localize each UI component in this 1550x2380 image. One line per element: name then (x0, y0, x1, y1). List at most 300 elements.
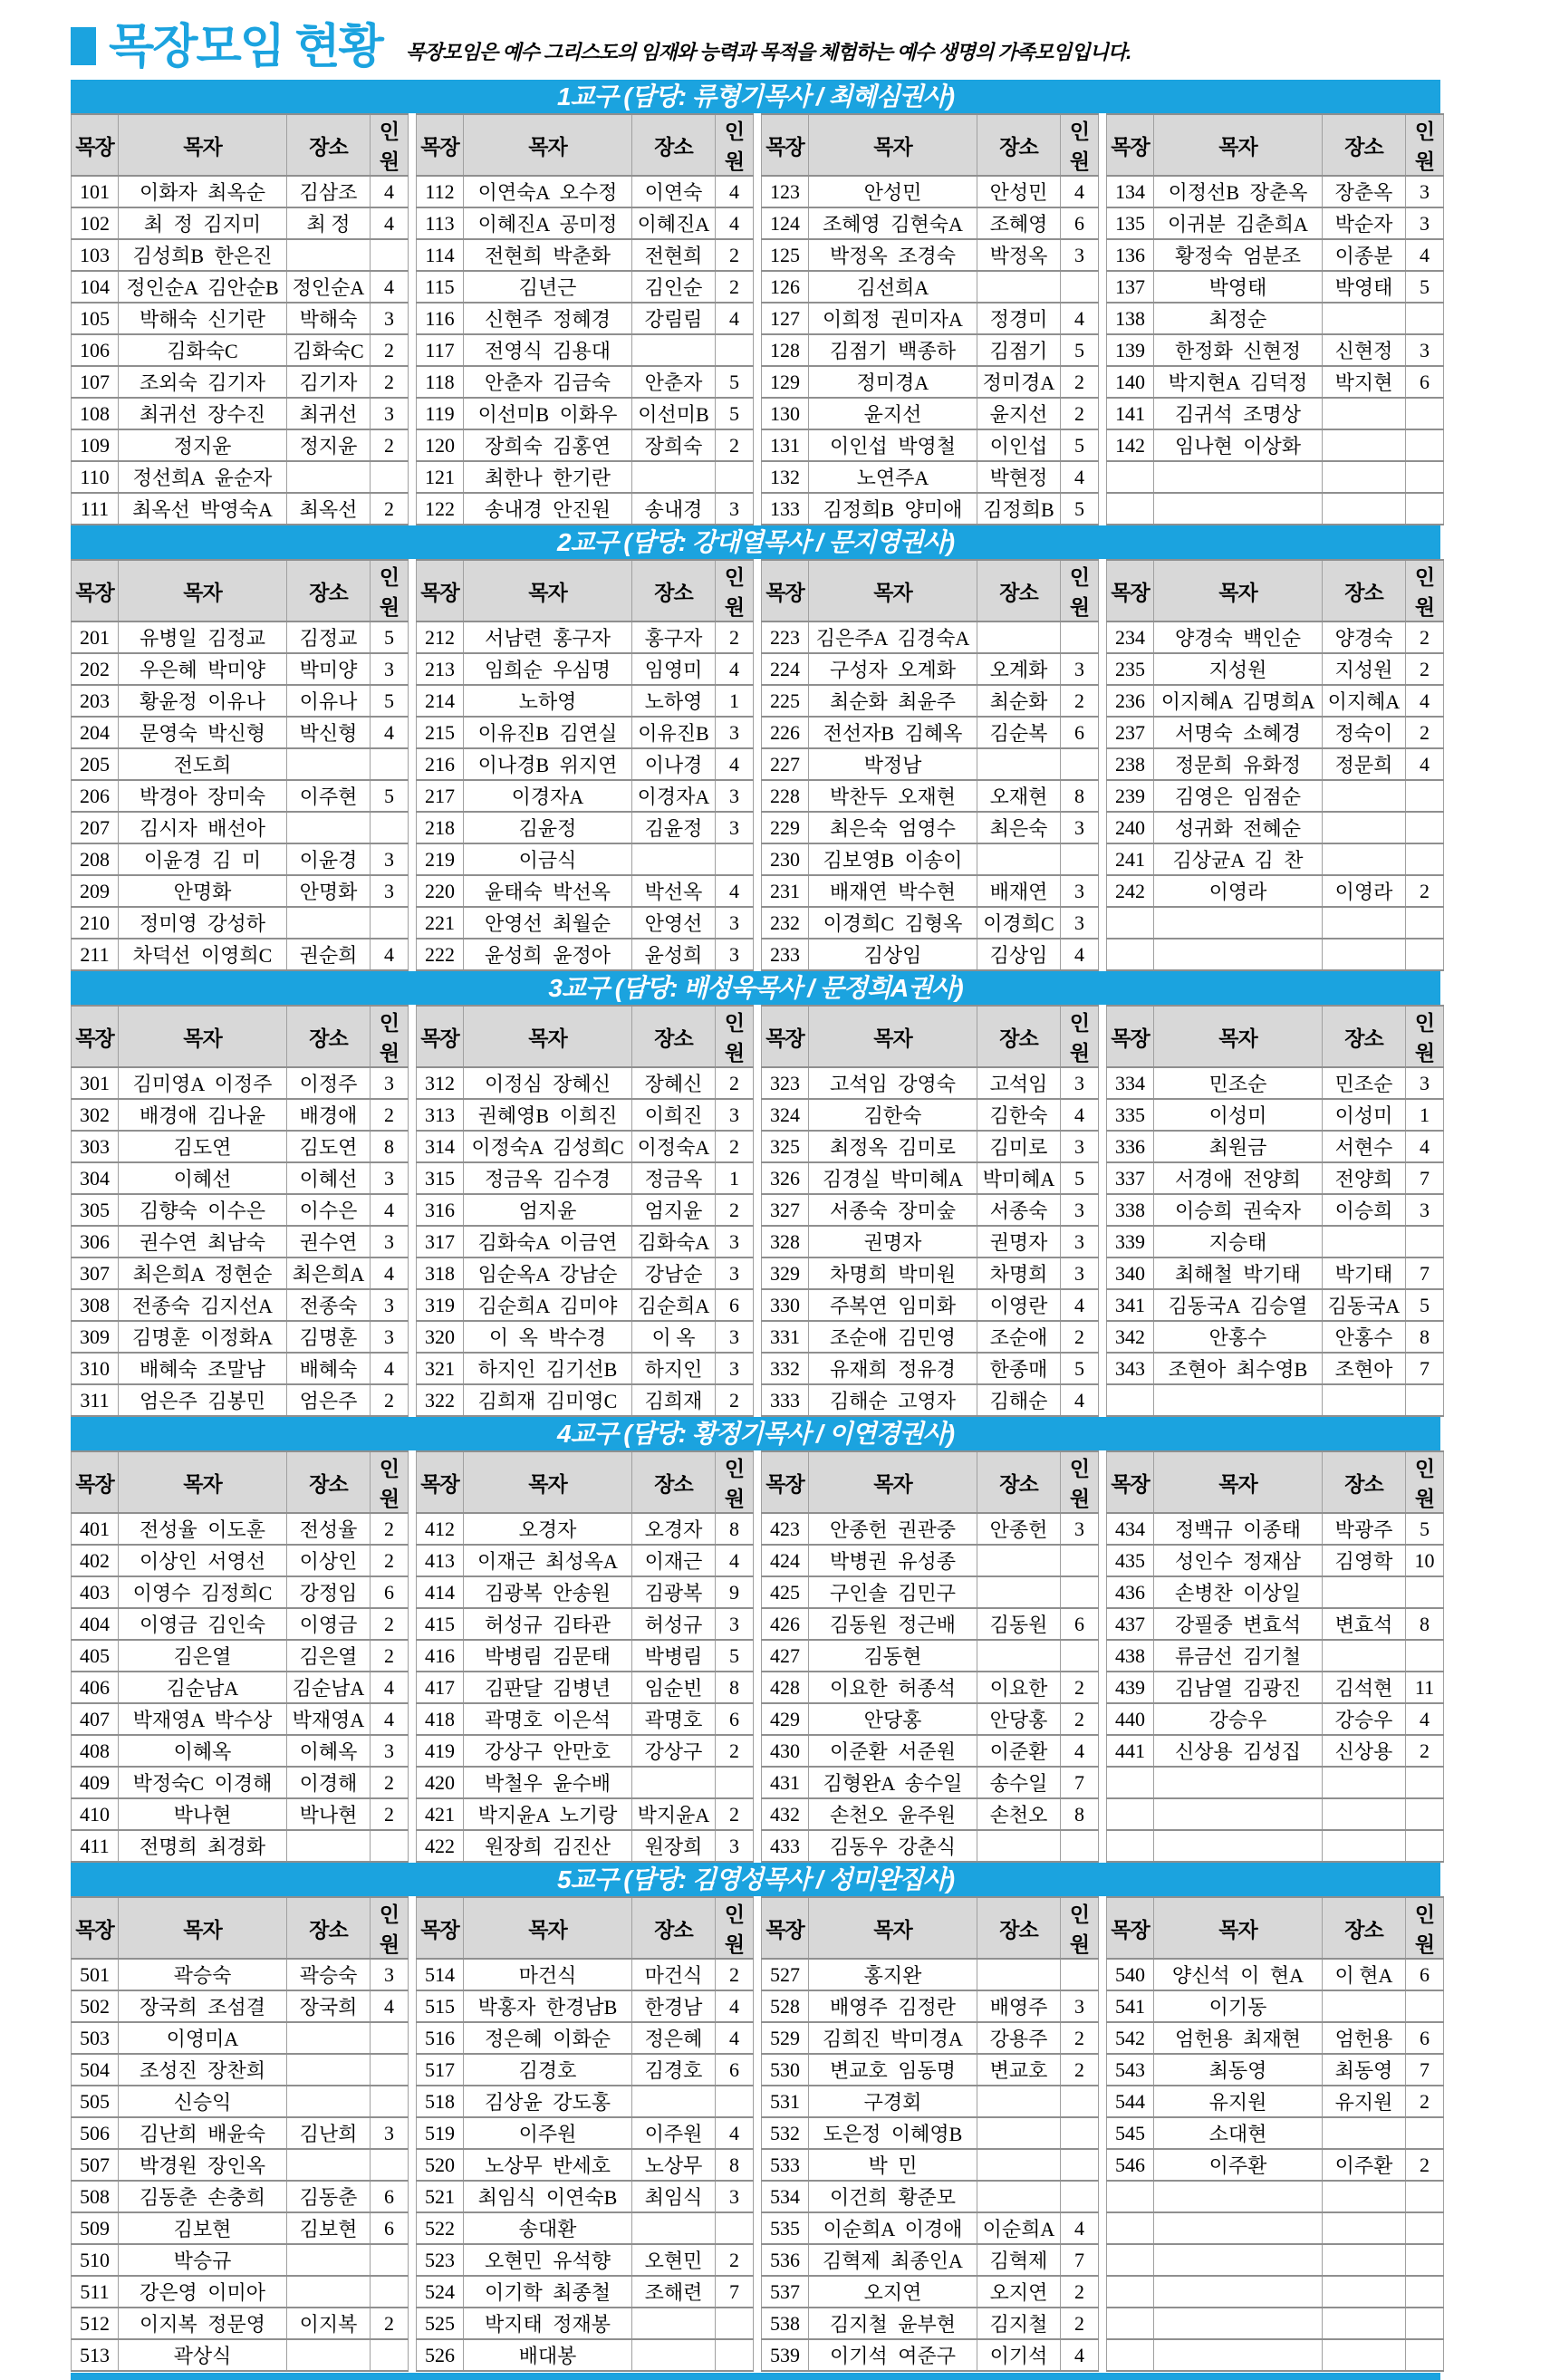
cell-mokja: 이준환 서준원 (809, 1735, 977, 1767)
cell-jangso (1323, 2212, 1406, 2244)
cell-inwon: 8 (1406, 1321, 1444, 1353)
cell-mokjang-no: 318 (417, 1257, 464, 1289)
cell-jangso: 이순희A (977, 2212, 1061, 2244)
table-row (72, 875, 409, 907)
table-row (762, 1830, 1099, 1862)
cell-mokjang-no: 342 (1107, 1321, 1154, 1353)
table-row (72, 1513, 409, 1545)
cell-inwon: 3 (371, 843, 409, 875)
cell-inwon: 6 (1061, 1608, 1099, 1640)
cell-mokja: 임순옥A 강남순 (464, 1257, 632, 1289)
cell-jangso: 박영태 (1323, 271, 1406, 303)
cell-mokjang-no: 204 (72, 717, 119, 748)
cell-mokjang-no: 405 (72, 1640, 119, 1672)
table-row (72, 1798, 409, 1830)
cell-inwon: 2 (716, 621, 754, 653)
cell-jangso: 김순남A (287, 1672, 371, 1703)
cell-mokjang-no: 224 (762, 653, 809, 685)
col-header-jangso: 장소 (1323, 114, 1406, 176)
cell-jangso: 정금옥 (632, 1162, 716, 1194)
table-row (1107, 685, 1444, 717)
cell-mokjang-no: 336 (1107, 1131, 1154, 1162)
cell-inwon (716, 2339, 754, 2371)
cell-jangso: 권명자 (977, 1226, 1061, 1257)
cell-mokjang-no: 421 (417, 1798, 464, 1830)
table-row (762, 1162, 1099, 1194)
col-header-inwon: 인원 (1061, 1451, 1099, 1513)
cell-mokjang-no: 530 (762, 2054, 809, 2086)
table-row (1107, 207, 1444, 239)
cell-mokjang-no: 510 (72, 2244, 119, 2276)
table-row (417, 1545, 754, 1576)
cell-mokja: 정선희A 윤순자 (119, 461, 287, 493)
header-row (72, 560, 409, 621)
table-row (417, 1735, 754, 1767)
cell-mokjang-no: 208 (72, 843, 119, 875)
cell-inwon: 3 (371, 1226, 409, 1257)
table-row (762, 1257, 1099, 1289)
cell-jangso: 임영미 (632, 653, 716, 685)
cell-mokja: 류금선 김기철 (1154, 1640, 1323, 1672)
cell-inwon (371, 2276, 409, 2308)
cell-jangso (632, 1767, 716, 1798)
cell-mokjang-no: 314 (417, 1131, 464, 1162)
cell-mokjang-no: 216 (417, 748, 464, 780)
cell-mokjang-no: 533 (762, 2149, 809, 2181)
cell-jangso: 김명훈 (287, 1321, 371, 1353)
cell-mokja: 황윤정 이유나 (119, 685, 287, 717)
mokjang-table (761, 559, 1099, 971)
cell-mokjang-no: 539 (762, 2339, 809, 2371)
cell-mokja: 이기석 여준구 (809, 2339, 977, 2371)
cell-jangso (1323, 939, 1406, 970)
cell-inwon: 3 (1406, 207, 1444, 239)
table-row (72, 1545, 409, 1576)
mokjang-table (1106, 113, 1444, 525)
cell-mokjang-no: 339 (1107, 1226, 1154, 1257)
title-bar (71, 21, 1440, 73)
cell-mokja: 도은정 이혜영B (809, 2117, 977, 2149)
table-row (417, 875, 754, 907)
cell-mokjang-no: 436 (1107, 1576, 1154, 1608)
section-header: 2교구 (담당: 강대열목사 / 문지영권사) (71, 525, 1440, 559)
cell-jangso (1323, 303, 1406, 334)
cell-jangso: 이성미 (1323, 1099, 1406, 1131)
cell-jangso: 최 정 (287, 207, 371, 239)
cell-mokja: 박경아 장미숙 (119, 780, 287, 812)
table-row (762, 748, 1099, 780)
cell-mokja: 마건식 (464, 1959, 632, 1990)
cell-jangso (287, 2022, 371, 2054)
cell-mokja: 유병일 김정교 (119, 621, 287, 653)
cell-inwon: 4 (371, 939, 409, 970)
table-row (417, 2117, 754, 2149)
cell-inwon: 3 (371, 303, 409, 334)
table-row (1107, 653, 1444, 685)
col-header-mokjang: 목장 (417, 114, 464, 176)
table-row (72, 1608, 409, 1640)
cell-inwon (716, 2086, 754, 2117)
cell-inwon: 4 (371, 1672, 409, 1703)
cell-inwon: 3 (1061, 875, 1099, 907)
cell-inwon: 5 (1061, 429, 1099, 461)
cell-mokja: 전도희 (119, 748, 287, 780)
cell-jangso: 곽승숙 (287, 1959, 371, 1990)
cell-inwon: 2 (371, 1767, 409, 1798)
cell-jangso: 권순희 (287, 939, 371, 970)
table-row (1107, 812, 1444, 843)
cell-mokja: 최해철 박기태 (1154, 1257, 1323, 1289)
cell-jangso: 이인섭 (977, 429, 1061, 461)
cell-mokja: 송대환 (464, 2212, 632, 2244)
cell-inwon (371, 1830, 409, 1862)
cell-mokjang-no: 504 (72, 2054, 119, 2086)
cell-mokjang-no: 411 (72, 1830, 119, 1862)
col-header-mokjang: 목장 (72, 1451, 119, 1513)
cell-inwon (1061, 1576, 1099, 1608)
table-row (1107, 1289, 1444, 1321)
cell-mokja (1154, 939, 1323, 970)
cell-mokjang-no: 509 (72, 2212, 119, 2244)
cell-inwon: 2 (1061, 366, 1099, 398)
table-row (762, 812, 1099, 843)
table-row (1107, 907, 1444, 939)
col-header-inwon: 인원 (716, 1006, 754, 1067)
cell-inwon: 8 (1061, 780, 1099, 812)
col-header-mokjang: 목장 (72, 1897, 119, 1959)
cell-jangso: 이요한 (977, 1672, 1061, 1703)
cell-mokjang-no: 320 (417, 1321, 464, 1353)
table-row (762, 1545, 1099, 1576)
cell-inwon: 4 (716, 653, 754, 685)
table-row (1107, 2149, 1444, 2181)
col-header-inwon: 인원 (1061, 560, 1099, 621)
cell-mokjang-no: 239 (1107, 780, 1154, 812)
table-row (1107, 1545, 1444, 1576)
table-row (1107, 2086, 1444, 2117)
cell-jangso (632, 2339, 716, 2371)
table-row (762, 1321, 1099, 1353)
table-row (72, 621, 409, 653)
table-row (72, 1959, 409, 1990)
cell-jangso: 박미양 (287, 653, 371, 685)
cell-mokja: 김화숙C (119, 334, 287, 366)
col-header-mokjang: 목장 (762, 1006, 809, 1067)
cell-jangso: 장국희 (287, 1990, 371, 2022)
cell-inwon: 2 (716, 239, 754, 271)
col-header-jangso: 장소 (632, 560, 716, 621)
table-row (417, 207, 754, 239)
table-row (762, 1226, 1099, 1257)
cell-mokjang-no: 301 (72, 1067, 119, 1099)
cell-mokja: 허성규 김타관 (464, 1608, 632, 1640)
cell-mokja: 이기학 최종철 (464, 2276, 632, 2308)
cell-inwon: 5 (1406, 271, 1444, 303)
cell-mokja: 김화숙A 이금연 (464, 1226, 632, 1257)
cell-mokja: 신승익 (119, 2086, 287, 2117)
cell-inwon (1406, 429, 1444, 461)
cell-mokja: 배혜숙 조말남 (119, 1353, 287, 1384)
cell-mokja: 김년근 (464, 271, 632, 303)
cell-jangso: 김동원 (977, 1608, 1061, 1640)
table-row (72, 2181, 409, 2212)
cell-inwon: 3 (716, 717, 754, 748)
cell-jangso (287, 2276, 371, 2308)
table-row (1107, 1735, 1444, 1767)
table-row (762, 2244, 1099, 2276)
cell-jangso: 변교호 (977, 2054, 1061, 2086)
col-header-inwon: 인원 (1406, 1006, 1444, 1067)
table-row (417, 1798, 754, 1830)
table-row (1107, 1703, 1444, 1735)
cell-mokjang-no: 501 (72, 1959, 119, 1990)
cell-jangso (1323, 2339, 1406, 2371)
cell-jangso: 엄은주 (287, 1384, 371, 1416)
table-row (1107, 303, 1444, 334)
table-row (762, 366, 1099, 398)
table-row (1107, 1194, 1444, 1226)
table-row (1107, 398, 1444, 429)
col-header-mokja: 목자 (809, 560, 977, 621)
cell-mokja: 이지복 정문영 (119, 2308, 287, 2339)
cell-mokjang-no (1107, 2276, 1154, 2308)
cell-jangso: 이영라 (1323, 875, 1406, 907)
cell-mokjang-no: 335 (1107, 1099, 1154, 1131)
cell-mokja (1154, 493, 1323, 525)
table-row (762, 653, 1099, 685)
cell-mokjang-no: 206 (72, 780, 119, 812)
cell-inwon: 4 (1061, 461, 1099, 493)
table-row (762, 1640, 1099, 1672)
cell-jangso: 정미경A (977, 366, 1061, 398)
cell-jangso: 홍구자 (632, 621, 716, 653)
table-row (72, 685, 409, 717)
cell-inwon: 2 (371, 1513, 409, 1545)
cell-jangso (1323, 1990, 1406, 2022)
cell-inwon: 4 (1406, 239, 1444, 271)
cell-mokja: 홍지완 (809, 1959, 977, 1990)
cell-mokja: 박 민 (809, 2149, 977, 2181)
cell-mokjang-no (1107, 2244, 1154, 2276)
header-row (417, 1897, 754, 1959)
cell-mokjang-no: 103 (72, 239, 119, 271)
cell-jangso: 박나현 (287, 1798, 371, 1830)
table-row (72, 2086, 409, 2117)
cell-inwon: 4 (716, 1545, 754, 1576)
cell-mokja: 손병찬 이상일 (1154, 1576, 1323, 1608)
table-row (1107, 176, 1444, 207)
table-row (417, 1162, 754, 1194)
cell-mokja: 송내경 안진원 (464, 493, 632, 525)
table-row (417, 239, 754, 271)
cell-inwon (1406, 2339, 1444, 2371)
cell-mokjang-no: 242 (1107, 875, 1154, 907)
cell-jangso: 전양희 (1323, 1162, 1406, 1194)
cell-jangso: 윤지선 (977, 398, 1061, 429)
table-row (762, 398, 1099, 429)
cell-mokja: 김향숙 이수은 (119, 1194, 287, 1226)
cell-jangso (632, 334, 716, 366)
cell-mokjang-no: 422 (417, 1830, 464, 1862)
cell-jangso (1323, 843, 1406, 875)
cell-mokja: 차덕선 이영희C (119, 939, 287, 970)
table-row (1107, 2339, 1444, 2371)
cell-mokjang-no: 525 (417, 2308, 464, 2339)
cell-mokjang-no: 546 (1107, 2149, 1154, 2181)
cell-mokjang-no: 337 (1107, 1162, 1154, 1194)
table-row (417, 1099, 754, 1131)
cell-jangso: 이 옥 (632, 1321, 716, 1353)
table-row (72, 2212, 409, 2244)
cell-mokja: 안홍수 (1154, 1321, 1323, 1353)
col-header-mokja: 목자 (119, 114, 287, 176)
cell-mokja: 이재근 최성옥A (464, 1545, 632, 1576)
cell-inwon (1406, 939, 1444, 970)
cell-inwon: 2 (1061, 2022, 1099, 2054)
cell-mokja: 안성민 (809, 176, 977, 207)
cell-jangso (1323, 1798, 1406, 1830)
cell-mokja: 김명훈 이정화A (119, 1321, 287, 1353)
cell-mokjang-no: 545 (1107, 2117, 1154, 2149)
cell-inwon: 6 (371, 2181, 409, 2212)
table-row (72, 1384, 409, 1416)
cell-inwon: 3 (716, 1226, 754, 1257)
table-row (762, 717, 1099, 748)
cell-mokja: 강상구 안만호 (464, 1735, 632, 1767)
cell-mokjang-no: 127 (762, 303, 809, 334)
cell-mokja: 박정옥 조경숙 (809, 239, 977, 271)
cell-jangso (1323, 1576, 1406, 1608)
col-header-mokja: 목자 (119, 560, 287, 621)
cell-mokja: 정문희 유화정 (1154, 748, 1323, 780)
cell-mokja: 이귀분 김춘희A (1154, 207, 1323, 239)
table-row (1107, 843, 1444, 875)
cell-jangso (977, 1545, 1061, 1576)
cell-inwon: 3 (716, 493, 754, 525)
cell-mokja: 이윤경 김 미 (119, 843, 287, 875)
table-row (72, 2276, 409, 2308)
cell-mokjang-no: 205 (72, 748, 119, 780)
cell-jangso: 김희재 (632, 1384, 716, 1416)
cell-mokjang-no: 120 (417, 429, 464, 461)
cell-inwon (371, 812, 409, 843)
mokjang-table (416, 1896, 754, 2372)
table-row (72, 1067, 409, 1099)
cell-inwon (1061, 1830, 1099, 1862)
cell-inwon: 2 (1061, 1672, 1099, 1703)
table-row (72, 1990, 409, 2022)
cell-mokjang-no: 118 (417, 366, 464, 398)
cell-inwon: 4 (1406, 748, 1444, 780)
cell-inwon: 4 (1061, 1099, 1099, 1131)
cell-inwon (716, 843, 754, 875)
header-row (762, 114, 1099, 176)
cell-mokjang-no: 304 (72, 1162, 119, 1194)
table-row (1107, 1798, 1444, 1830)
cell-mokja: 이희정 권미자A (809, 303, 977, 334)
table-row (72, 1703, 409, 1735)
cell-jangso: 최임식 (632, 2181, 716, 2212)
cell-mokjang-no: 313 (417, 1099, 464, 1131)
cell-mokjang-no: 317 (417, 1226, 464, 1257)
table-row (762, 939, 1099, 970)
cell-mokja: 이영금 김인숙 (119, 1608, 287, 1640)
cell-inwon: 2 (1061, 1703, 1099, 1735)
table-row (72, 366, 409, 398)
table-row (417, 621, 754, 653)
cell-mokja: 최정옥 김미로 (809, 1131, 977, 1162)
cell-mokja: 우은혜 박미양 (119, 653, 287, 685)
cell-inwon: 6 (1061, 207, 1099, 239)
table-row (1107, 271, 1444, 303)
cell-mokja: 김상윤 강도홍 (464, 2086, 632, 2117)
cell-mokja: 박지태 정재봉 (464, 2308, 632, 2339)
table-row (72, 2117, 409, 2149)
cell-mokja: 정지윤 (119, 429, 287, 461)
cell-mokja: 박지윤A 노기랑 (464, 1798, 632, 1830)
col-header-inwon: 인원 (716, 560, 754, 621)
cell-inwon: 2 (716, 1959, 754, 1990)
cell-jangso (287, 907, 371, 939)
cell-jangso: 허성규 (632, 1608, 716, 1640)
table-row (417, 1672, 754, 1703)
cell-inwon: 3 (1061, 812, 1099, 843)
bottom-accent-line (71, 2373, 1440, 2380)
col-header-inwon: 인원 (371, 114, 409, 176)
cell-mokja: 안영선 최월순 (464, 907, 632, 939)
cell-mokjang-no: 231 (762, 875, 809, 907)
cell-jangso: 박지현 (1323, 366, 1406, 398)
cell-jangso (977, 271, 1061, 303)
cell-mokjang-no: 438 (1107, 1640, 1154, 1672)
cell-inwon: 4 (716, 176, 754, 207)
cell-jangso: 김광복 (632, 1576, 716, 1608)
cell-mokja: 김귀석 조명상 (1154, 398, 1323, 429)
cell-jangso: 정은혜 (632, 2022, 716, 2054)
cell-jangso: 안당홍 (977, 1703, 1061, 1735)
table-row (417, 1959, 754, 1990)
cell-jangso (977, 2149, 1061, 2181)
cell-jangso: 김인순 (632, 271, 716, 303)
cell-mokjang-no: 116 (417, 303, 464, 334)
cell-mokjang-no: 538 (762, 2308, 809, 2339)
table-row (762, 429, 1099, 461)
header-row (1107, 1897, 1444, 1959)
cell-inwon (716, 334, 754, 366)
col-header-mokja: 목자 (119, 1451, 287, 1513)
cell-inwon: 3 (716, 1257, 754, 1289)
cell-mokja: 이 옥 박수경 (464, 1321, 632, 1353)
cell-inwon (1061, 1640, 1099, 1672)
cell-mokjang-no: 441 (1107, 1735, 1154, 1767)
cell-jangso: 이상인 (287, 1545, 371, 1576)
cell-inwon: 3 (371, 1735, 409, 1767)
cell-mokja (1154, 907, 1323, 939)
header-row (417, 560, 754, 621)
cell-mokja: 김경호 (464, 2054, 632, 2086)
cell-inwon: 11 (1406, 1672, 1444, 1703)
cell-jangso: 지성원 (1323, 653, 1406, 685)
table-row (762, 2181, 1099, 2212)
table-row (72, 1830, 409, 1862)
cell-inwon: 2 (1406, 2149, 1444, 2181)
cell-mokja: 안당홍 (809, 1703, 977, 1735)
table-row (72, 2244, 409, 2276)
cell-mokja: 박병권 유성종 (809, 1545, 977, 1576)
header-row (1107, 1451, 1444, 1513)
cell-jangso: 김동춘 (287, 2181, 371, 2212)
parish-section (71, 80, 1550, 525)
